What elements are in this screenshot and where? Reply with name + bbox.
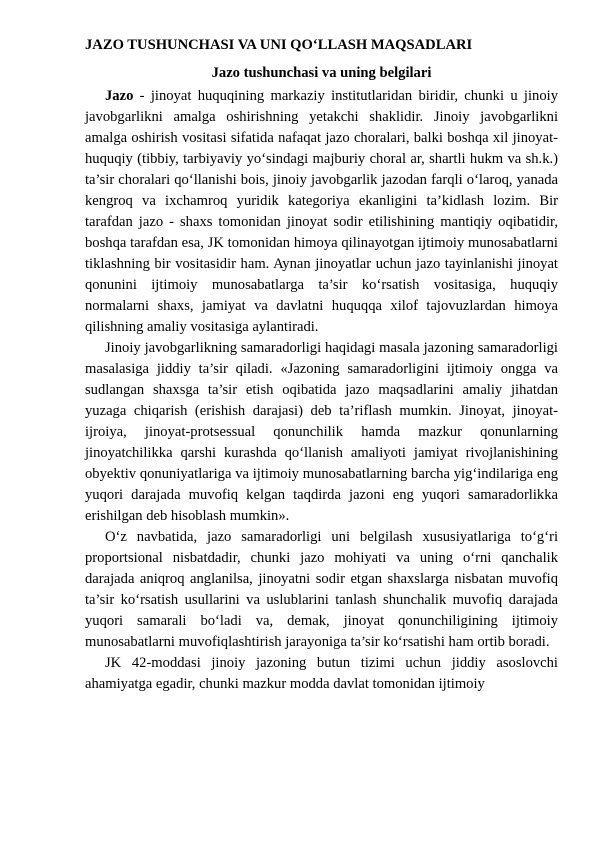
- paragraph-2: Jinoiy javobgarlikning samaradorligi haqidagi masala jazoning samaradorligi masalasiga jiddiy ta’sir qiladi. «Jazoning samaradorligini ijtimoiy ongga va sudlangan shaxsga ta’sir etish oqibatida jazo maqsadlarini amaliy jihatdan yuzaga chiqarish (erishish darajasi) deb ta’riflash mumkin. Jinoyat, jinoyat-ijroiya, jinoyat-protsessual qonunchilik hamda mazkur qonunlarning jinoyatchilikka qarshi kurashda qo‘llanish amaliyoti jamiyat rivojlanishining obyektiv qonuniyatlariga va ijtimoiy munosabatlarning barcha yig‘indilariga eng yuqori darajada muvofiq kelgan taqdirda jazoni eng yuqori samaradorlikka erishilgan deb hisoblash mumkin».: [85, 340, 558, 524]
- term-jazo: Jazo: [105, 88, 134, 104]
- paragraph-4: JK 42-moddasi jinoiy jazoning butun tizimi uchun jiddiy asoslovchi ahamiyatga egadir, chunki mazkur modda davlat tomonidan ijtimoiy: [85, 655, 558, 692]
- document-title: JAZO TUSHUNCHASI VA UNI QO‘LLASH MAQSADLARI: [85, 37, 473, 53]
- document-page: [85, 35, 558, 695]
- paragraph-3: O‘z navbatida, jazo samaradorligi uni belgilash xususiyatlariga to‘g‘ri proportsional nisbatdadir, chunki jazo mohiyati va uning o‘rni qanchalik darajada aniqroq anglanilsa, jinoyatni sodir etgan shaxslarga nisbatan muvofiq ta’sir ko‘rsatish usullarini va uslublarini tanlash shunchalik muvofiq darajada yuqori samarali bo‘ladi va, demak, jinoyat qonunchiligining ijtimoiy munosabatlarni muvofiqlashtirish jarayoniga ta’sir ko‘rsatishi ham ortib boradi.: [85, 529, 558, 650]
- paragraph-1: [85, 86, 558, 338]
- paragraph-1-text: - jinoyat huquqining markaziy institutlaridan biridir, chunki u jinoiy javobgarlikni amalga oshirishning yetakchi shaklidir. Jinoiy javobgarlikni amalga oshirish vositasi sifatida nafaqat jazo choralari, balki boshqa xil jinoyat-huquqiy (tibbiy, tarbiyaviy yo‘sindagi majburiy choral ar, shartli hukm va sh.k.) ta’sir choralari qo‘llanishi bois, jinoiy javobgarlik jazodan farqli o‘laroq, yanada kengroq va ixchamroq yuridik kategoriya ekanligini ta’kidlash lozim. Bir tarafdan jazo - shaxs tomonidan jinoyat sodir etilishining mantiqiy oqibatidir, boshqa tarafdan esa, JK tomonidan himoya qilinayotgan ijtimoiy munosabatlarni tiklashning bir vositasidir ham. Aynan jinoyatlar uchun jazo tayinlanishi jinoyat qonunini ijtimoiy munosabatlarga ta’sir ko‘rsatish vositasiga, huquqiy normalarni shaxs, jamiyat va davlatni huquqqa xilof tajovuzlardan himoya qilishning amaliy vositasiga aylantiradi.: [85, 88, 558, 335]
- section-title: Jazo tushunchasi va uning belgilari: [211, 65, 432, 81]
